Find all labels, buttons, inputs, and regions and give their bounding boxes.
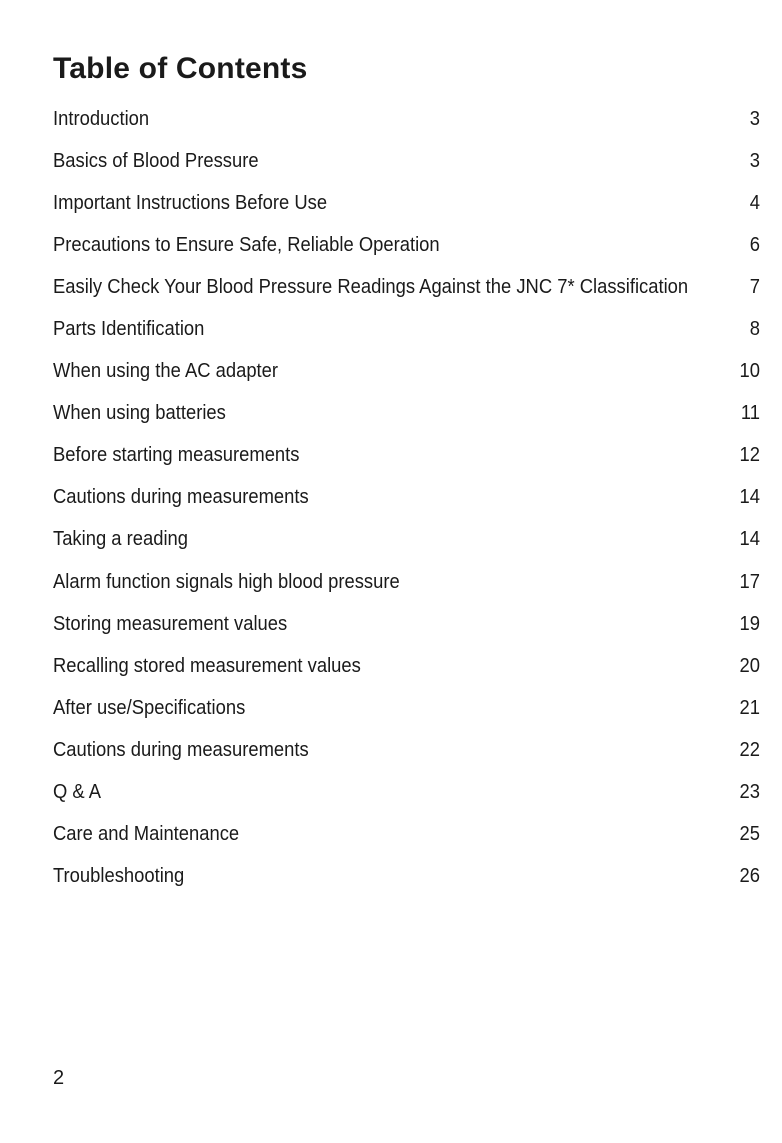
- toc-entry-title: Storing measurement values: [53, 612, 288, 635]
- toc-list: [53, 98, 760, 898]
- toc-entry-page: 6: [749, 233, 761, 256]
- toc-entry-title: Cautions during measurements: [53, 486, 309, 509]
- toc-entry-title: When using batteries: [53, 402, 226, 425]
- toc-entry-title: Cautions during measurements: [53, 738, 309, 761]
- toc-entry[interactable]: [53, 603, 760, 645]
- toc-entry-title: Recalling stored measurement values: [53, 654, 361, 677]
- toc-entry-title: Taking a reading: [53, 528, 189, 551]
- toc-entry[interactable]: [53, 645, 760, 687]
- toc-entry[interactable]: [53, 140, 760, 182]
- toc-entry[interactable]: [53, 266, 760, 308]
- toc-entry-title: After use/Specifications: [53, 696, 246, 719]
- toc-entry-page: 23: [739, 781, 761, 804]
- footer-page-number: 2: [53, 1067, 65, 1089]
- toc-entry-page: 4: [749, 191, 761, 214]
- toc-entry-page: 26: [739, 865, 761, 888]
- toc-entry[interactable]: [53, 224, 760, 266]
- toc-entry-title: Parts Identification: [53, 318, 205, 341]
- toc-entry[interactable]: [53, 814, 760, 856]
- toc-entry[interactable]: [53, 519, 760, 561]
- toc-entry-page: 21: [739, 696, 761, 719]
- toc-entry-page: 7: [749, 275, 761, 298]
- toc-entry[interactable]: [53, 308, 760, 350]
- toc-entry-title: Care and Maintenance: [53, 823, 240, 846]
- toc-entry-page: 3: [749, 149, 761, 172]
- page-title: Table of Contents: [53, 52, 308, 85]
- toc-entry-title: Alarm function signals high blood pressure: [53, 570, 400, 593]
- toc-entry-title: Q & A: [53, 781, 102, 804]
- toc-entry[interactable]: [53, 477, 760, 519]
- toc-entry[interactable]: [53, 182, 760, 224]
- toc-entry-page: 14: [739, 528, 761, 551]
- toc-entry[interactable]: [53, 435, 760, 477]
- toc-entry[interactable]: [53, 856, 760, 898]
- toc-entry-page: 3: [749, 107, 761, 130]
- toc-entry-title: Easily Check Your Blood Pressure Readings Against the JNC 7* Classification: [53, 275, 689, 298]
- toc-entry-page: 11: [740, 402, 761, 425]
- toc-entry-page: 10: [739, 360, 761, 383]
- toc-entry[interactable]: [53, 351, 760, 393]
- toc-entry[interactable]: [53, 729, 760, 771]
- toc-entry[interactable]: [53, 98, 760, 140]
- toc-entry-page: 17: [739, 570, 761, 593]
- toc-entry-title: Basics of Blood Pressure: [53, 149, 259, 172]
- toc-entry-page: 22: [739, 738, 761, 761]
- toc-entry-page: 14: [739, 486, 761, 509]
- toc-entry-page: 25: [739, 823, 761, 846]
- toc-entry-page: 12: [739, 444, 761, 467]
- toc-entry-title: Important Instructions Before Use: [53, 191, 328, 214]
- toc-entry-title: Before starting measurements: [53, 444, 300, 467]
- toc-entry-title: Precautions to Ensure Safe, Reliable Operation: [53, 233, 440, 256]
- toc-entry[interactable]: [53, 687, 760, 729]
- toc-entry-title: Introduction: [53, 107, 150, 130]
- toc-entry-title: Troubleshooting: [53, 865, 185, 888]
- toc-entry-page: 19: [739, 612, 761, 635]
- toc-entry-page: 20: [739, 654, 761, 677]
- toc-entry[interactable]: [53, 772, 760, 814]
- toc-entry[interactable]: [53, 393, 760, 435]
- toc-entry-page: 8: [749, 318, 761, 341]
- toc-entry[interactable]: [53, 561, 760, 603]
- toc-entry-title: When using the AC adapter: [53, 360, 279, 383]
